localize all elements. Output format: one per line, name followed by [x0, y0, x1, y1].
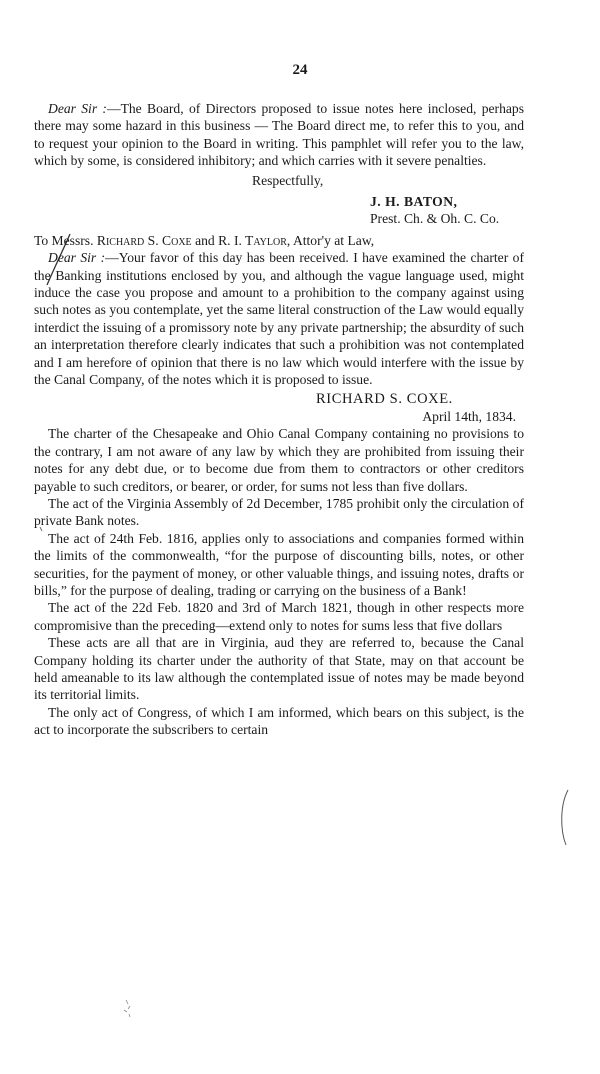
body-paragraph: These acts are all that are in Virginia, aud they are referred to, because the Canal Company holding its charter under the authority of that State, may on that account be held ameanable to its law although the contemplated issue of notes may be made beyond its territorial limits. [34, 635, 524, 703]
letter1-signer: J. H. BATON, [370, 194, 458, 210]
letter2-body: —Your favor of this day has been received. I have examined the charter of the Banking institutions enclosed by you, and although the vague language used, might induce the case you propose and amount to a prohibition to the company against using such notes as you contemplate, yet the same literal construction of the Law would equally interdict the issuing of a promissory note by any private partnership; the absurdity of such an interpretation therefore clearly indicates that such a prohibition was not contemplated and I am herefore of opinion that there is no law which would interfere with the issue by the Canal Company, of the notes which it is proposed to issue. [34, 250, 524, 388]
body-paragraph: The act of the Virginia Assembly of 2d December, 1785 prohibit only the circulation of private Bank notes. [34, 495, 524, 529]
letter1-body: —The Board, of Directors proposed to issue notes here inclosed, perhaps there may some hazard in this business — The Board direct me, to refer this to you, and to request your opinion to the Board in writing. This pamphlet will refer you to the law, which by some, is considered inhibitory; and which carries with it severe penalties. [34, 101, 524, 169]
text-block [34, 100, 524, 739]
body-paragraph: The charter of the Chesapeake and Ohio Canal Company containing no provisions to the contrary, I am not aware of any law by which they are prohibited from issuing their notes for any debt due, or to become due from them to contractors or other creditors payable to such creditors, or bearer, or order, for sums not less than five dollars. [34, 426, 524, 494]
letter2-salutation: Dear Sir : [48, 250, 106, 266]
addressee-prefix: To Messrs. [34, 232, 94, 248]
letter1-closing: Respectfully, [252, 172, 324, 188]
page-number: 24 [292, 62, 308, 78]
addressee-suffix: Attor'y at Law, [292, 232, 375, 248]
addressee-line [34, 232, 524, 249]
letter2-date: April 14th, 1834. [422, 408, 516, 424]
addressee-and: and [195, 232, 215, 248]
addressee-name1: Richard S. Coxe [96, 232, 192, 248]
letter1-salutation: Dear Sir : [48, 101, 107, 116]
letter1-signer-title: Prest. Ch. & Oh. C. Co. [370, 211, 500, 227]
letter1-paragraph [34, 100, 524, 170]
addressee-name2: R. I. Taylor, [218, 232, 291, 248]
body-paragraph: The act of the 22d Feb. 1820 and 3rd of March 1821, though in other respects more compromisive than the preceding—extend only to notes for sums less that five dollars [34, 600, 524, 633]
letter2-signer: RICHARD S. COXE. [316, 390, 453, 407]
body-paragraph: The only act of Congress, of which I am informed, which bears on this subject, is the act to incorporate the subscribers to certain [34, 704, 524, 738]
body-paragraph: The act of 24th Feb. 1816, applies only to associations and companies formed within the limits of the commonwealth, “for the purpose of discounting bills, notes, or other securities, for the payment of money, or other valuable things, and issuing notes, drafts or bills,” for the purpose of dealing, trading or carrying on the business of a Bank! [34, 530, 524, 598]
letter2-paragraph [34, 249, 524, 388]
